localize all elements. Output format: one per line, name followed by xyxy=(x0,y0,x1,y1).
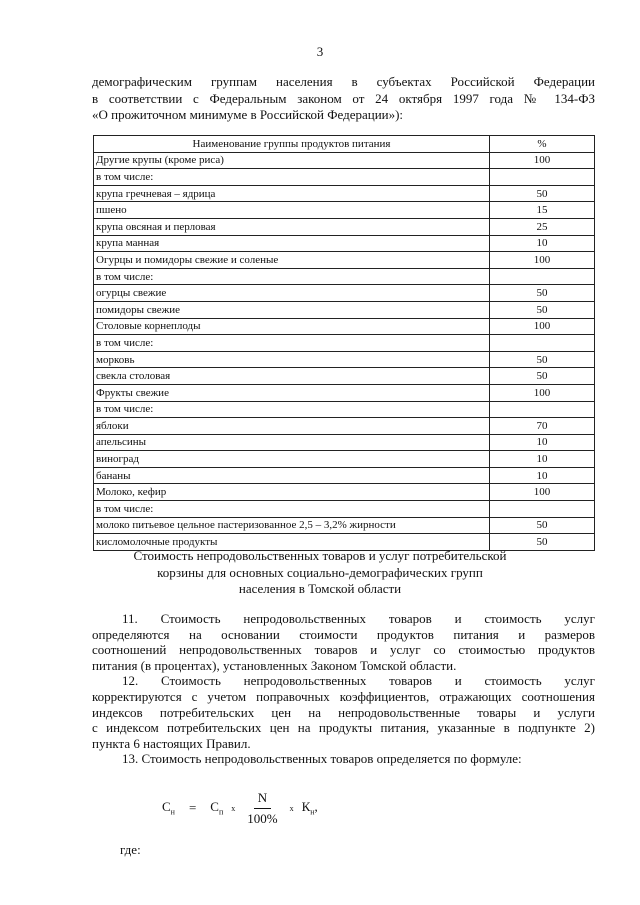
section-title-line: корзины для основных социально-демографических групп xyxy=(157,564,483,580)
product-group-cell: виноград xyxy=(94,451,490,468)
percent-cell: 10 xyxy=(490,235,595,252)
paragraph-line: соотношений непродовольственных товаров и услуг со стоимостью продуктов xyxy=(92,642,595,658)
product-group-cell: апельсины xyxy=(94,434,490,451)
table-row xyxy=(94,467,595,484)
percent-cell xyxy=(490,501,595,518)
page-number: 3 xyxy=(316,44,324,59)
where-label: где: xyxy=(120,842,141,857)
table-row xyxy=(94,451,595,468)
paragraph-line: 11. Стоимость непродовольственных товаров и стоимость услуг xyxy=(122,611,595,626)
product-group-cell: в том числе: xyxy=(94,268,490,285)
product-group-cell: крупа манная xyxy=(94,235,490,252)
product-group-cell: яблоки xyxy=(94,418,490,435)
percent-cell: 100 xyxy=(490,484,595,501)
table-row xyxy=(94,235,595,252)
section-title-line: населения в Томской области xyxy=(238,581,402,596)
formula-lhs: $С_н$ xyxy=(162,799,175,817)
percent-cell: 50 xyxy=(490,517,595,534)
formula-times: x xyxy=(289,803,294,813)
product-group-cell: свекла столовая xyxy=(94,368,490,385)
table-row xyxy=(94,517,595,534)
product-group-cell: молоко питьевое цельное пастеризованное 2,5 – 3,2% жирности xyxy=(94,517,490,534)
percent-cell: 50 xyxy=(490,285,595,302)
product-group-cell: в том числе: xyxy=(94,401,490,418)
paragraph-line: с индексом потребительских цен на продукты питания, указанные в подпункте 2) xyxy=(92,720,595,736)
formula-denominator: 100% xyxy=(247,810,278,826)
paragraph-line: индексов потребительских цен на непродовольственные товары и услуги xyxy=(92,704,595,720)
column-header-percent: % xyxy=(490,136,595,153)
percent-cell: 50 xyxy=(490,534,595,551)
product-group-cell: огурцы свежие xyxy=(94,285,490,302)
product-group-cell: Молоко, кефир xyxy=(94,484,490,501)
table-row xyxy=(94,484,595,501)
intro-line: «О прожиточном минимуме в Российской Федерации»): xyxy=(92,107,404,122)
products-table-body xyxy=(94,152,595,550)
table-row xyxy=(94,202,595,219)
table-row xyxy=(94,335,595,352)
product-group-cell: пшено xyxy=(94,202,490,219)
paragraph-line: пункта 6 настоящих Правил. xyxy=(92,735,251,751)
table-row xyxy=(94,268,595,285)
percent-cell: 15 xyxy=(490,202,595,219)
column-header-name: Наименование группы продуктов питания xyxy=(94,136,490,153)
table-row xyxy=(94,384,595,401)
product-group-cell: крупа гречневая – ядрица xyxy=(94,185,490,202)
table-row xyxy=(94,318,595,335)
table-row xyxy=(94,501,595,518)
product-group-cell: Фрукты свежие xyxy=(94,384,490,401)
table-row xyxy=(94,368,595,385)
table-row xyxy=(94,185,595,202)
percent-cell xyxy=(490,401,595,418)
body-paragraphs xyxy=(92,611,595,767)
percent-cell xyxy=(490,268,595,285)
table-row xyxy=(94,418,595,435)
percent-cell xyxy=(490,169,595,186)
product-group-cell: в том числе: xyxy=(94,335,490,352)
formula-times: x xyxy=(231,803,236,813)
product-group-cell: Огурцы и помидоры свежие и соленые xyxy=(94,252,490,269)
formula-k: $К_н$, xyxy=(301,799,318,817)
paragraph-line: корректируются с учетом поправочных коэффициентов, отражающих соотношения xyxy=(92,688,595,704)
section-title xyxy=(0,548,640,598)
paragraph-line: определяются на основании стоимости продуктов питания и размеров xyxy=(92,626,595,642)
intro-line: демографическим группам населения в субъектах Российской Федерации xyxy=(92,74,595,89)
percent-cell: 100 xyxy=(490,318,595,335)
table-row xyxy=(94,301,595,318)
percent-cell: 10 xyxy=(490,451,595,468)
product-group-cell: в том числе: xyxy=(94,501,490,518)
table-row xyxy=(94,252,595,269)
product-group-cell: помидоры свежие xyxy=(94,301,490,318)
percent-cell: 50 xyxy=(490,301,595,318)
product-group-cell: крупа овсяная и перловая xyxy=(94,218,490,235)
formula xyxy=(162,788,318,828)
percent-cell: 10 xyxy=(490,467,595,484)
percent-cell: 70 xyxy=(490,418,595,435)
formula-fraction xyxy=(247,790,277,827)
formula-equals: = xyxy=(188,800,197,815)
table-row xyxy=(94,285,595,302)
paragraph-line: 13. Стоимость непродовольственных товаров определяется по формуле: xyxy=(122,751,522,767)
table-row xyxy=(94,351,595,368)
percent-cell: 50 xyxy=(490,351,595,368)
product-group-cell: кисломолочные продукты xyxy=(94,534,490,551)
table-row xyxy=(94,401,595,418)
percent-cell: 100 xyxy=(490,252,595,269)
percent-cell: 50 xyxy=(490,185,595,202)
intro-paragraph xyxy=(92,74,595,124)
intro-line: в соответствии с Федеральным законом от 24 октября 1997 года № 134-ФЗ xyxy=(92,90,595,106)
table-row xyxy=(94,169,595,186)
percent-cell: 50 xyxy=(490,368,595,385)
percent-cell xyxy=(490,335,595,352)
percent-cell: 100 xyxy=(490,384,595,401)
table-header-row xyxy=(94,136,595,153)
percent-cell: 100 xyxy=(490,152,595,169)
product-group-cell: Столовые корнеплоды xyxy=(94,318,490,335)
percent-cell: 10 xyxy=(490,434,595,451)
product-group-cell: в том числе: xyxy=(94,169,490,186)
product-group-cell: Другие крупы (кроме риса) xyxy=(94,152,490,169)
paragraph-line: 12. Стоимость непродовольственных товаров и стоимость услуг xyxy=(122,673,595,689)
table-row xyxy=(94,434,595,451)
table-row xyxy=(94,152,595,169)
section-title-line: Стоимость непродовольственных товаров и услуг потребительской xyxy=(133,548,507,563)
products-table xyxy=(93,135,595,551)
percent-cell: 25 xyxy=(490,218,595,235)
formula-numerator: N xyxy=(254,790,271,809)
product-group-cell: бананы xyxy=(94,467,490,484)
table-row xyxy=(94,218,595,235)
formula-c: $С_п$ xyxy=(210,799,224,817)
product-group-cell: морковь xyxy=(94,351,490,368)
paragraph-line: питания (в процентах), установленных Законом Томской области. xyxy=(92,657,457,673)
